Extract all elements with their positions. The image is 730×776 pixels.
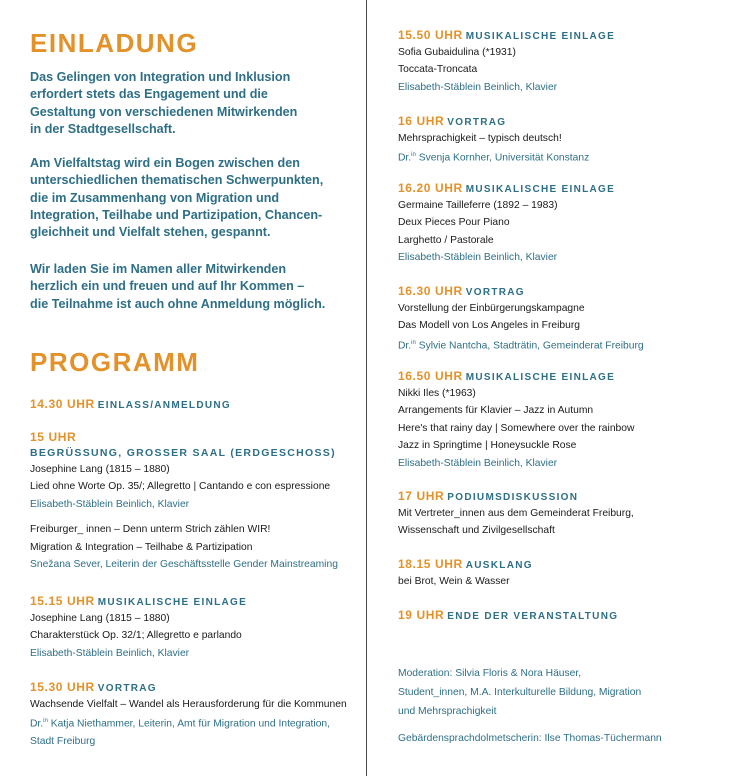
item-credit: Dr.$^{in}$ Sylvie Nantcha, Stadträtin, Gemeinderat Freiburg: [398, 339, 644, 352]
item-time: 16.20 UHR: [398, 181, 463, 195]
item-label: MUSIKALISCHE EINLAGE: [465, 372, 616, 383]
item-label: AUSKLANG: [465, 560, 533, 571]
item-line: Mit Vertreter_innen aus dem Gemeinderat Freiburg,: [398, 508, 634, 519]
item-time: 16 UHR: [398, 114, 445, 128]
item-line: Josephine Lang (1815 – 1880): [30, 464, 170, 475]
item-time: 19 UHR: [398, 608, 445, 622]
item-time: 15 UHR: [30, 430, 77, 444]
column-divider: [366, 0, 367, 776]
intro-paragraph-2: Am Vielfaltstag wird ein Bogen zwischen den unterschiedlichen thematischen Schwerpunkten, die im Zusammenhang von Migration und Integration, Teilhabe und Partizipation, Chancen- gleichheit und Vielfalt stehen, gespannt.: [30, 156, 324, 240]
program-item: [398, 284, 728, 355]
item-label: VORTRAG: [447, 117, 507, 128]
item-time: 16.50 UHR: [398, 369, 463, 383]
item-line: Das Modell von Los Angeles in Freiburg: [398, 320, 581, 332]
item-line: Migration & Integration – Teilhabe & Partizipation: [30, 541, 253, 553]
program-item: [398, 181, 728, 267]
item-label: MUSIKALISCHE EINLAGE: [465, 31, 616, 42]
moderation-text: Moderation: Silvia Floris & Nora Häuser, Student_innen, M.A. Interkulturelle Bildung, Migration und Mehrsprachigkeit: [398, 668, 642, 717]
item-label: MUSIKALISCHE EINLAGE: [465, 184, 616, 195]
item-time: 17 UHR: [398, 489, 445, 503]
item-label: EINLASS/ANMELDUNG: [97, 400, 231, 411]
program-item: [30, 680, 360, 751]
intro-paragraph-3: Wir laden Sie im Namen aller Mitwirkenden herzlich ein und freuen und auf Ihr Kommen – die Teilnahme ist auch ohne Anmeldung möglich.: [30, 262, 326, 311]
intro-paragraph-1: Das Gelingen von Integration und Inklusion erfordert stets das Engagement und die Gestaltung von verschiedenen Mitwirkenden in der Stadtgesellschaft.: [30, 70, 298, 136]
item-credit: Snežana Sever, Leiterin der Geschäftsstelle Gender Mainstreaming: [30, 559, 338, 571]
item-label: VORTRAG: [465, 287, 525, 298]
item-line: Mehrsprachigkeit – typisch deutsch!: [398, 133, 562, 144]
program-item: [398, 557, 728, 590]
item-time: 15.15 UHR: [30, 594, 95, 608]
item-credit: Elisabeth-Stäblein Beinlich, Klavier: [398, 252, 558, 264]
item-line: Toccata-Troncata: [398, 64, 478, 76]
item-credit: Dr.$^{in}$ Katja Niethammer, Leiterin, Amt für Migration und Integration,: [30, 718, 331, 730]
item-credit: Elisabeth-Stäblein Beinlich, Klavier: [30, 647, 190, 659]
item-line: Vorstellung der Einbürgerungskampagne: [398, 303, 585, 314]
item-line: Deux Pieces Pour Piano: [398, 217, 510, 229]
item-label: VORTRAG: [97, 683, 157, 694]
item-line: Charakterstück Op. 32/1; Allegretto e parlando: [30, 630, 242, 642]
item-line: Germaine Tailleferre (1892 – 1983): [398, 200, 558, 211]
item-time: 14.30 UHR: [30, 397, 95, 411]
item-credit: Dr.$^{in}$ Svenja Kornher, Universität Konstanz: [398, 152, 590, 164]
program-item: [30, 594, 360, 662]
item-line: Jazz in Springtime | Honeysuckle Rose: [398, 440, 577, 452]
einladung-title: EINLADUNG: [30, 28, 199, 58]
program-item: [398, 28, 728, 96]
item-credit: Stadt Freiburg: [30, 736, 96, 748]
item-line: bei Brot, Wein & Wasser: [398, 576, 510, 587]
item-label: ENDE DER VERANSTALTUNG: [447, 611, 619, 622]
item-time: 18.15 UHR: [398, 557, 463, 571]
program-item: [30, 397, 360, 413]
item-label: PODIUMSDISKUSSION: [447, 492, 579, 503]
program-item: [398, 114, 728, 167]
item-line: Lied ohne Worte Op. 35/; Allegretto | Cantando e con espressione: [30, 481, 331, 493]
item-time: 15.30 UHR: [30, 680, 95, 694]
gebaerden-text: Gebärdensprachdolmetscherin: Ilse Thomas-Tüchermann: [398, 733, 662, 744]
item-line: Wissenschaft und Zivilgesellschaft: [398, 525, 555, 537]
program-item: [398, 369, 728, 472]
item-line: Larghetto / Pastorale: [398, 234, 494, 246]
item-credit: Elisabeth-Stäblein Beinlich, Klavier: [30, 498, 190, 510]
item-label: MUSIKALISCHE EINLAGE: [97, 597, 248, 608]
item-line: Josephine Lang (1815 – 1880): [30, 613, 170, 624]
item-line: Freiburger_ innen – Denn unterm Strich zählen WIR!: [30, 524, 271, 536]
intro-text: [30, 69, 352, 138]
item-line: Arrangements für Klavier – Jazz in Autumn: [398, 405, 594, 417]
item-label: BEGRÜSSUNG, GROSSER SAAL (ERDGESCHOSS): [30, 447, 336, 459]
item-line: Sofia Gubaidulina (*1931): [398, 47, 516, 58]
program-item: [398, 608, 728, 624]
programm-title: PROGRAMM: [30, 347, 200, 377]
program-item: [30, 430, 360, 573]
program-item: [398, 489, 728, 540]
item-line: Nikki Iles (*1963): [398, 388, 476, 399]
item-credit: Elisabeth-Stäblein Beinlich, Klavier: [398, 457, 558, 469]
item-line: Here's that rainy day | Somewhere over the rainbow: [398, 422, 635, 434]
item-time: 16.30 UHR: [398, 284, 463, 298]
item-time: 15.50 UHR: [398, 28, 463, 42]
item-line: Wachsende Vielfalt – Wandel als Herausforderung für die Kommunen: [30, 699, 347, 710]
item-credit: Elisabeth-Stäblein Beinlich, Klavier: [398, 81, 558, 93]
